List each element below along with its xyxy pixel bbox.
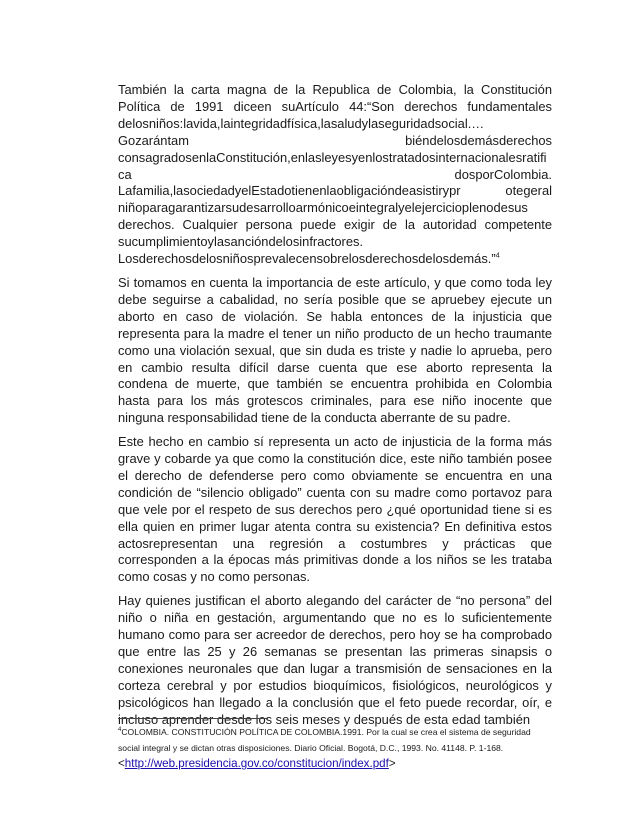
paragraph-text: También la carta magna de la Republica de Colombia, la Constitución Política de 1991 diceen suArtículo 44:“Son derechos fundamentales delosniños:lavida,laintegridadfísica,lasaludylaseguridadsocial.…Gozarántam biéndelosdemásderechos consagradosenlaConstitución,enlasleyesyenlostratadosinternacionalesratifica dosporColombia. Lafamilia,lasociedadyelEstadotienenlaobligacióndeasistirypr otegeral niñoparagarantizarsudesarrolloarmónicoeintegralyelejercicioplenodesus derechos. Cualquier persona puede exigir de la autoridad competente sucumplimientoylasancióndelosinfractores. Losderechosdelosniñosprevalecensobrelosderechosdelosdemás.” bbox=[118, 82, 552, 267]
footnote-link-open: < bbox=[118, 757, 125, 771]
footnote bbox=[118, 724, 552, 773]
paragraph-text: Hay quienes justifican el aborto alegando del carácter de “no persona” del niño o niña en gestación, argumentando que no es lo suficientemente humano como para ser acreedor de derechos, pero hoy se ha comprobado que entre las 25 y 26 semanas se presentan las primeras sinapsis o conexiones neuronales que dan lugar a transmisión de sensaciones en la corteza cerebral y por estudios bioquímicos, fisiológicos, neurológicos y psicológicos han llegado a la conclusión que el feto puede recordar, oír, e incluso aprender desde los seis meses y después de esta edad también bbox=[118, 593, 552, 727]
paragraph-text: Si tomamos en cuenta la importancia de este artículo, y que como toda ley debe seguirse a cabalidad, no sería posible que se apruebey ejecute un aborto en caso de violación. Se habla entonces de la injusticia que representa para la madre el tener un niño producto de un hecho traumante como una violación sexual, que sin duda es triste y nadie lo aprueba, pero en cambio resulta difícil darse cuenta que ese aborto representa la condena de muerte, que también se encuentra prohibida en Colombia hasta para los más grotescos criminales, para ese niño inocente que ninguna responsabilidad tiene de la conducta aberrante de su padre. bbox=[118, 274, 552, 426]
paragraph-text: Este hecho en cambio sí representa un acto de injusticia de la forma más grave y cobarde ya que como la constitución dice, este niño también posee el derecho de defenderse pero como obviamente se encuentra en una condición de “silencio obligado” cuenta con su madre como portavoz para que vele por el respeto de sus derechos pero ¿qué oportunidad tiene si es ella quien en primer lugar atenta contra su existencia? En definitiva estos actosrepresentan una regresión a costumbres y prácticas que corresponden a la épocas más primitivas donde a los niños se les trataba como cosas y no como personas. bbox=[118, 434, 552, 585]
footnote-reference[interactable]: 4 bbox=[495, 250, 500, 260]
footnote-link-close: > bbox=[388, 757, 396, 771]
footnote-link[interactable]: http://web.presidencia.gov.co/constitucion/index.pdf bbox=[124, 757, 389, 771]
footnote-separator bbox=[118, 718, 268, 719]
footnote-number: 4 bbox=[118, 727, 122, 734]
paragraph-article-importance bbox=[118, 275, 552, 427]
paragraph-constitution-quote bbox=[118, 82, 552, 268]
paragraph-non-person-argument bbox=[118, 593, 552, 728]
paragraph-injustice bbox=[118, 434, 552, 586]
footnote-text: COLOMBIA. CONSTITUCIÓN POLÍTICA DE COLOMBIA.1991. Por la cual se crea el sistema de seguridad social integral y se dictan otras disposiciones. Diario Oficial. Bogotá, D.C., 1993. No. 41148. P. 1-168. bbox=[118, 727, 531, 754]
